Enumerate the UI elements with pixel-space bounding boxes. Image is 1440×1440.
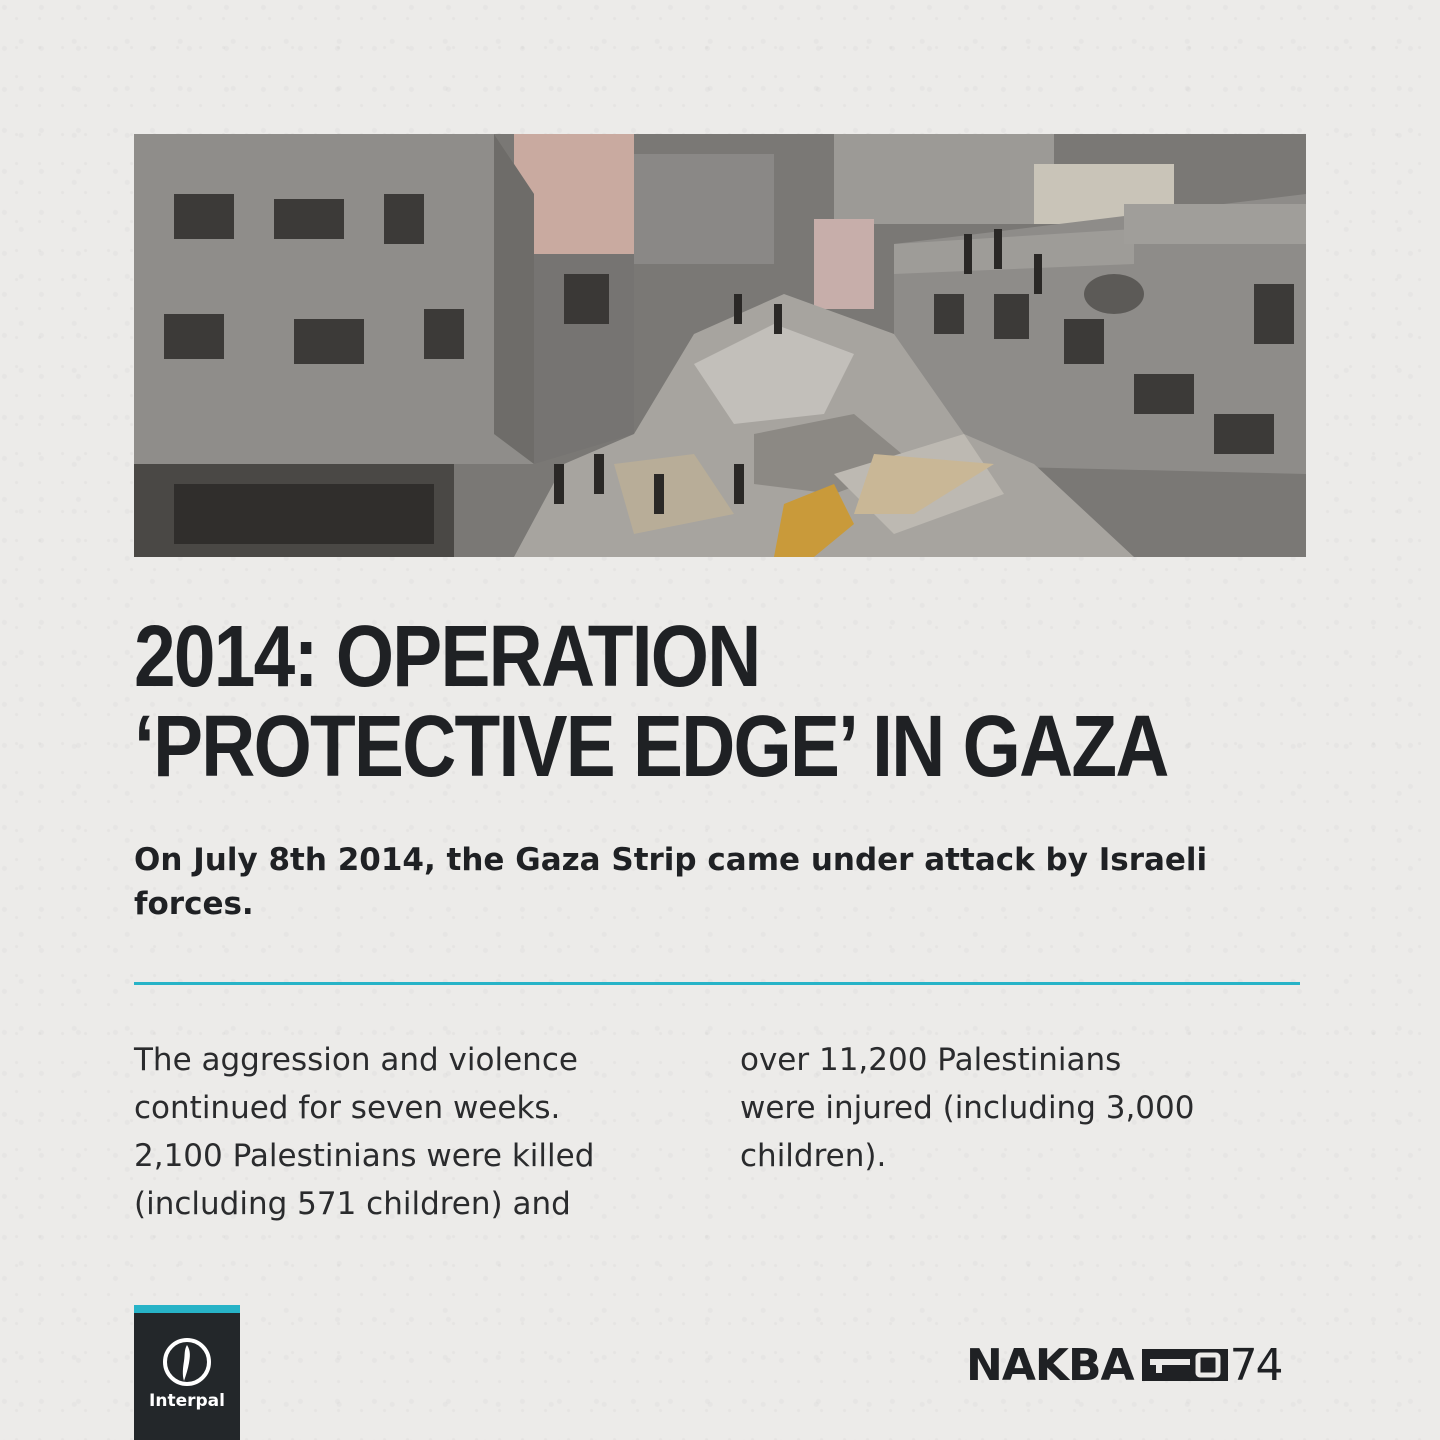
interpal-name: Interpal (149, 1391, 225, 1411)
destroyed-buildings-photo (134, 134, 1306, 557)
nakba-number: 74 (1229, 1339, 1282, 1391)
nakba-word: NAKBA (966, 1339, 1134, 1391)
body-text-left: The aggression and violence continued for seven weeks. 2,100 Palestinians were killed (including 571 children) and (134, 1042, 595, 1222)
headline (134, 608, 1168, 795)
headline-line-2: ‘PROTECTIVE EDGE’ IN GAZA (134, 698, 1168, 795)
rubble-photo (134, 134, 1306, 557)
key-icon (1142, 1345, 1228, 1385)
palestine-map-icon (160, 1335, 214, 1389)
subheading: On July 8th 2014, the Gaza Strip came under attack by Israeli forces. (134, 842, 1208, 922)
body-text-right: over 11,200 Palestinians were injured (including 3,000 children). (740, 1042, 1195, 1174)
divider (134, 982, 1300, 985)
headline-line-1: 2014: OPERATION (134, 608, 760, 705)
interpal-logo (134, 1305, 240, 1440)
nakba-74-logo (966, 1340, 1282, 1390)
